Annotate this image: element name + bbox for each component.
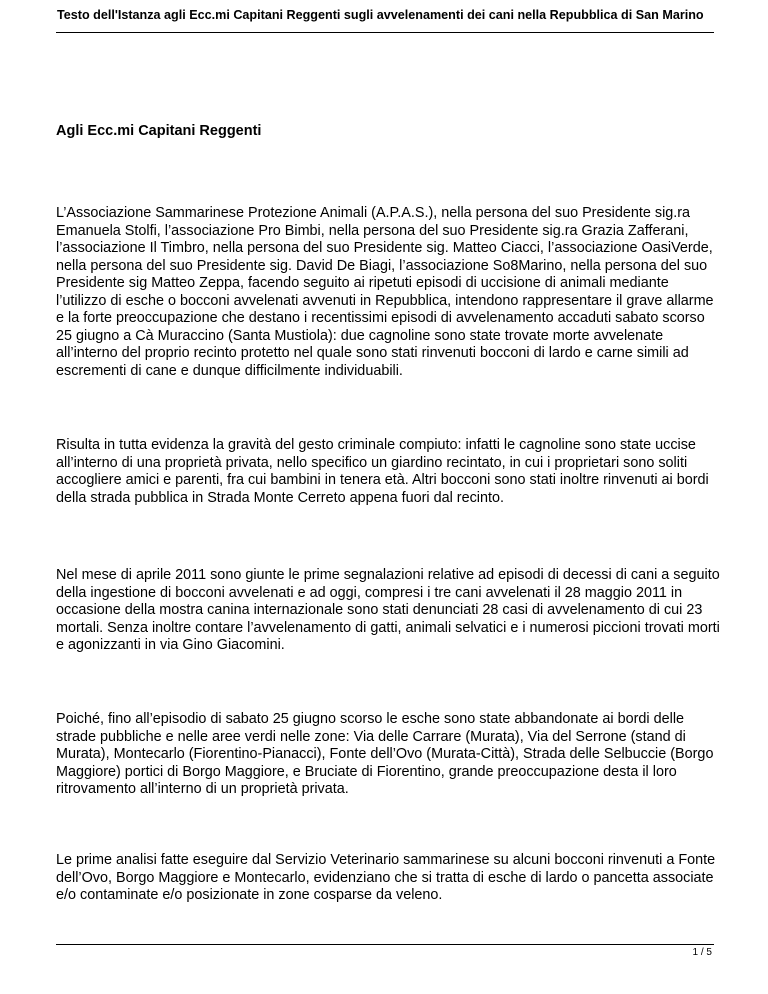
body-paragraph-2: Risulta in tutta evidenza la gravità del gesto criminale compiuto: infatti le cagnoline sono state uccise all’interno di una proprietà privata, nello specifico un giardino recintato, in cui i proprietari sono soliti accogliere amici e parenti, fra cui bambini in tenera età. Altri bocconi sono stati inoltre rinvenuti ai bordi della strada pubblica in Strada Monte Cerreto appena fuori dal recinto.: [56, 437, 709, 506]
document-running-title: Testo dell'Istanza agli Ecc.mi Capitani Reggenti sugli avvelenamenti dei cani nella Repubblica di San Marino: [57, 8, 704, 22]
body-paragraph-3: Nel mese di aprile 2011 sono giunte le prime segnalazioni relative ad episodi di decessi di cani a seguito della ingestione di bocconi avvelenati e ad oggi, compresi i tre cani avvelenati il 28 maggio 2011 in occasione della mostra canina internazionale sono stati denunciati 28 casi di avvelenamento di cui 23 mortali. Senza inoltre contare l’avvelenamento di gatti, animali selvatici e i numerosi piccioni trovati morti e agonizzanti in via Gino Giacomini.: [56, 567, 720, 653]
page-header: [0, 0, 768, 34]
body-paragraph-1: L’Associazione Sammarinese Protezione Animali (A.P.A.S.), nella persona del suo Presidente sig.ra Emanuela Stolfi, l’associazione Pro Bimbi, nella persona del suo Presidente sig.ra Grazia Zafferani, l’associazione Il Timbro, nella persona del suo Presidente sig. Matteo Ciacci, l’associazione OasiVerde, nella persona del suo Presidente sig. David De Biagi, l’associazione So8Marino, nella persona del suo Presidente sig Matteo Zeppa, facendo seguito ai ripetuti episodi di uccisione di animali mediante l’utilizzo di esche o bocconi avvelenati avvenuti in Repubblica, intendono rappresentare il grave allarme e la forte preoccupazione che destano i recentissimi episodi di avvelenamento accaduti sabato scorso 25 giugno a Cà Muraccino (Santa Mustiola): due cagnoline sono state trovate morte avvelenate all’interno del proprio recinto protetto nel quale sono stati rinvenuti bocconi di lardo e carne simili ad escrementi di cane e dunque difficilmente individuabili.: [56, 205, 714, 379]
body-paragraph-4: Poiché, fino all’episodio di sabato 25 giugno scorso le esche sono state abbandonate ai bordi delle strade pubbliche e nelle aree verdi nelle zone: Via delle Carrare (Murata), Via del Serrone (stand di Murata), Montecarlo (Fiorentino-Pianacci), Fonte dell’Ovo (Murata-Città), Strada delle Selbuccie (Borgo Maggiore) portici di Borgo Maggiore, e Bruciate di Fiorentino, grande preoccupazione desta il loro ritrovamento all’interno di un proprietà privata.: [56, 711, 714, 797]
body-paragraph-5: Le prime analisi fatte eseguire dal Servizio Veterinario sammarinese su alcuni bocconi rinvenuti a Fonte dell’Ovo, Borgo Maggiore e Montecarlo, evidenziano che si tratta di esche di lardo o pancetta associate e/o contaminate e/o posizionate in zone cosparse da veleno.: [56, 852, 716, 903]
footer-divider: [56, 944, 714, 945]
letter-addressee-heading: Agli Ecc.mi Capitani Reggenti: [56, 123, 262, 139]
header-divider: [56, 32, 714, 33]
page-number: 1 / 5: [692, 947, 712, 958]
